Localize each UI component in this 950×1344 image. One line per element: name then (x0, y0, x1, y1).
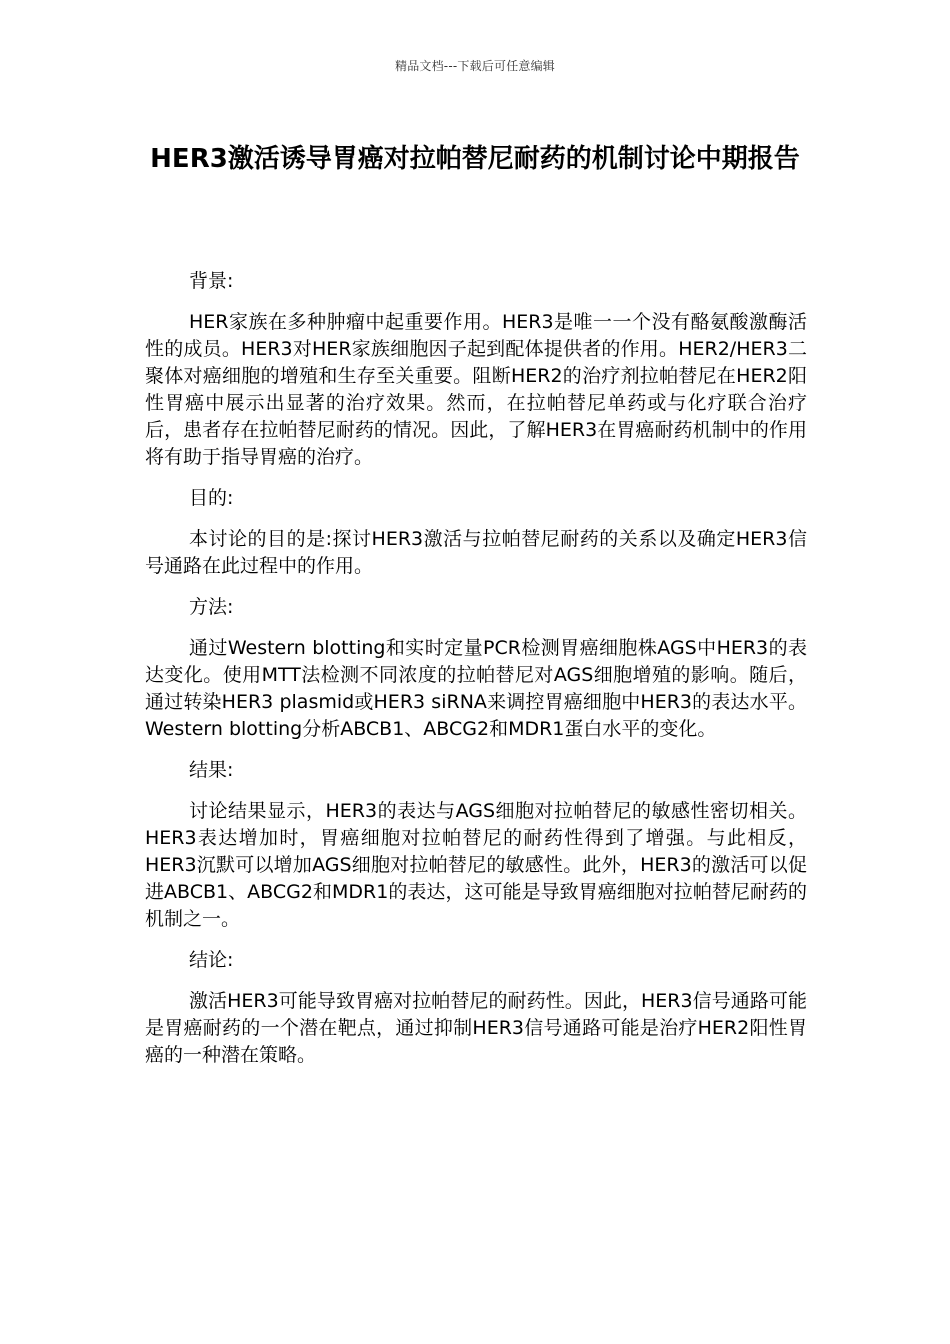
section-text-background: HER家族在多种肿瘤中起重要作用。HER3是唯一一个没有酪氨酸激酶活性的成员。HER3对HER家族细胞因子起到配体提供者的作用。HER2/HER3二聚体对癌细胞的增殖和生存至关重要。阻断HER2的治疗剂拉帕替尼在HER2阳性胃癌中展示出显著的治疗效果。然而，在拉帕替尼单药或与化疗联合治疗后，患者存在拉帕替尼耐药的情况。因此，了解HER3在胃癌耐药机制中的作用将有助于指导胃癌的治疗。 (145, 311, 807, 468)
section-heading-conclusion: 结论: (189, 949, 234, 971)
section-text-methods: 通过Western blotting和实时定量PCR检测胃癌细胞株AGS中HER3的表达变化。使用MTT法检测不同浓度的拉帕替尼对AGS细胞增殖的影响。随后，通过转染HER3 plasmid或HER3 siRNA来调控胃癌细胞中HER3的表达水平。Western blotting分析ABCB1、ABCG2和MDR1蛋白水平的变化。 (145, 637, 807, 740)
section-text-objective: 本讨论的目的是:探讨HER3激活与拉帕替尼耐药的关系以及确定HER3信号通路在此过程中的作用。 (145, 528, 807, 577)
section-heading-objective: 目的: (189, 487, 234, 509)
section-heading-results: 结果: (189, 759, 234, 781)
section-heading-methods: 方法: (189, 596, 234, 618)
document-title: HER3激活诱导胃癌对拉帕替尼耐药的机制讨论中期报告 (150, 144, 800, 174)
header-note: 精品文档---下载后可任意编辑 (395, 59, 555, 73)
document-body (145, 268, 807, 1083)
section-heading-background: 背景: (189, 270, 234, 292)
section-text-results: 讨论结果显示，HER3的表达与AGS细胞对拉帕替尼的敏感性密切相关。HER3表达增加时，胃癌细胞对拉帕替尼的耐药性得到了增强。与此相反，HER3沉默可以增加AGS细胞对拉帕替尼的敏感性。此外，HER3的激活可以促进ABCB1、ABCG2和MDR1的表达，这可能是导致胃癌细胞对拉帕替尼耐药的机制之一。 (145, 800, 807, 930)
section-text-conclusion: 激活HER3可能导致胃癌对拉帕替尼的耐药性。因此，HER3信号通路可能是胃癌耐药的一个潜在靶点，通过抑制HER3信号通路可能是治疗HER2阳性胃癌的一种潜在策略。 (145, 990, 807, 1066)
